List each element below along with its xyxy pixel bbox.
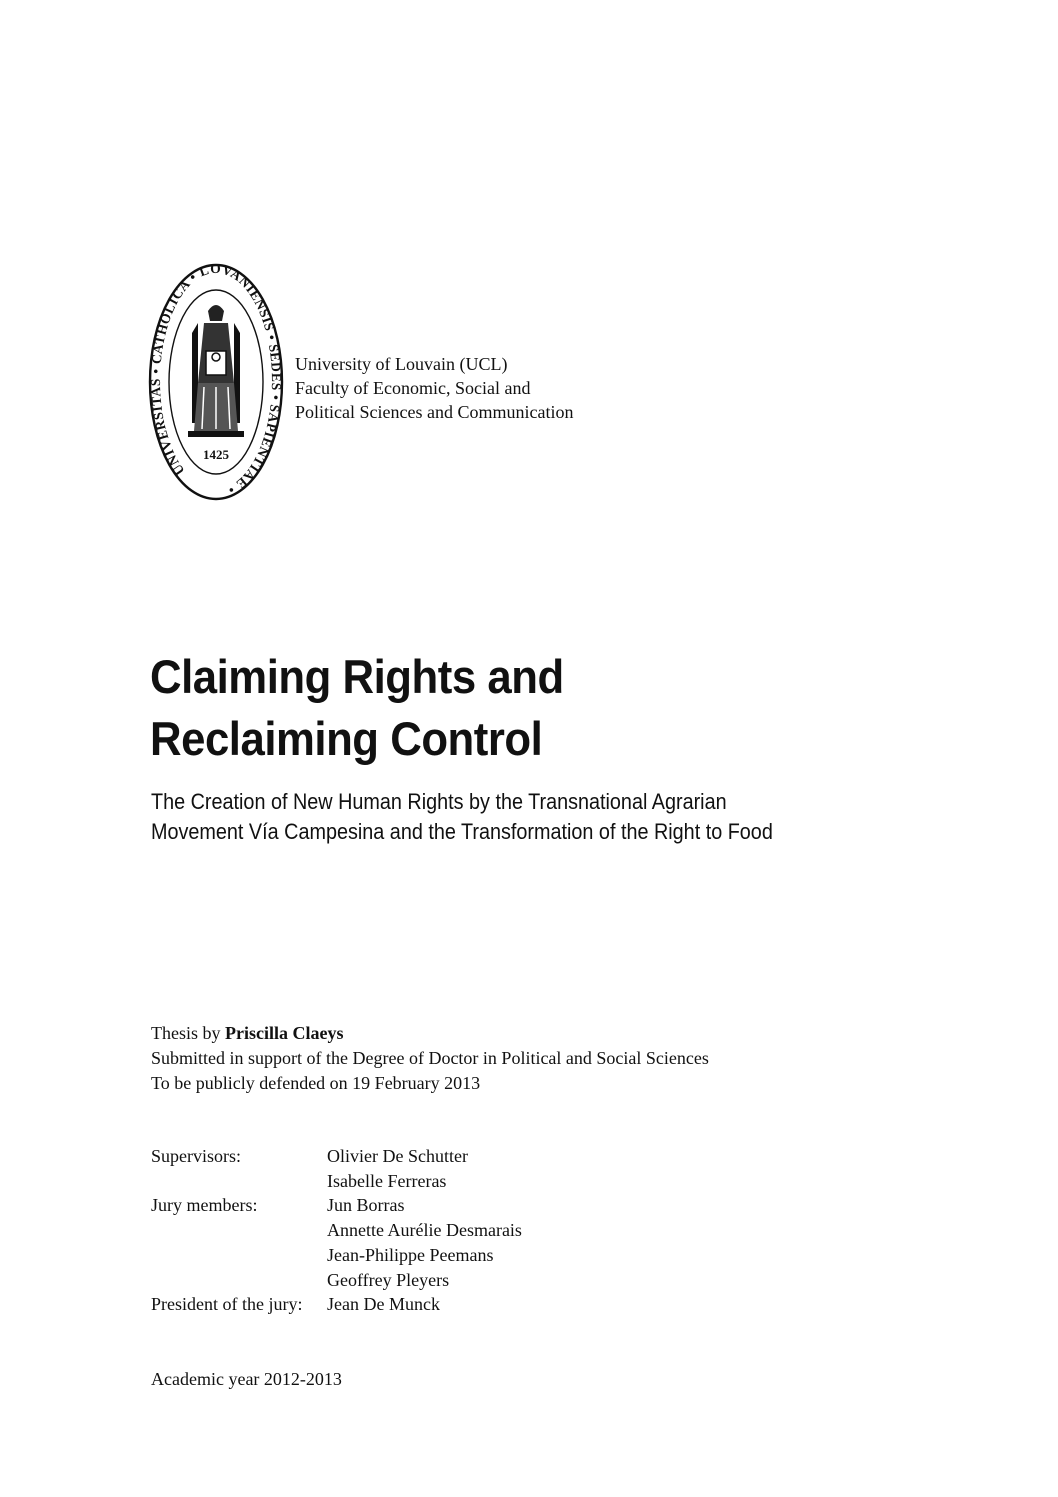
submitted-line: Submitted in support of the Degree of Doctor in Political and Social Sciences — [151, 1048, 709, 1068]
committee-row — [151, 1243, 522, 1268]
committee-row — [151, 1144, 522, 1169]
committee-row — [151, 1193, 522, 1218]
committee-row — [151, 1292, 522, 1317]
committee-role: Supervisors: — [151, 1146, 241, 1166]
thesis-subtitle — [151, 787, 773, 847]
title-line-2: Reclaiming Control — [150, 712, 543, 765]
committee-role: Jury members: — [151, 1195, 258, 1216]
academic-year: Academic year 2012-2013 — [151, 1369, 342, 1389]
thesis-title — [150, 646, 564, 770]
committee-member: Jean-Philippe Peemans — [327, 1244, 494, 1265]
thesis-info — [151, 1021, 709, 1096]
committee-list — [151, 1144, 522, 1317]
committee-member: Olivier De Schutter — [327, 1146, 468, 1166]
author-name: Priscilla Claeys — [225, 1023, 344, 1043]
faculty-line-1: Faculty of Economic, Social and — [295, 378, 531, 398]
institution-block — [295, 352, 573, 424]
committee-role — [151, 1268, 327, 1293]
svg-text:UNIVERSITAS • CATHOLICA • LOVA: UNIVERSITAS • CATHOLICA • LOVANIENSIS • SEDES • SAPIENTIAE • — [148, 263, 284, 498]
committee-role: President of the jury: — [151, 1294, 303, 1315]
defense-line: To be publicly defended on 19 February 2013 — [151, 1073, 481, 1093]
committee-row — [151, 1218, 522, 1243]
committee-member: Jun Borras — [327, 1195, 405, 1216]
committee-member: Jean De Munck — [327, 1294, 440, 1315]
committee-member: Isabelle Ferreras — [327, 1170, 447, 1191]
committee-row — [151, 1268, 522, 1293]
title-line-1: Claiming Rights and — [150, 650, 564, 703]
committee-member: Geoffrey Pleyers — [327, 1269, 450, 1290]
university-name: University of Louvain (UCL) — [295, 354, 508, 374]
faculty-line-2: Political Sciences and Communication — [295, 402, 574, 422]
committee-role — [151, 1243, 327, 1268]
author-prefix: Thesis by — [151, 1023, 221, 1043]
committee-member: Annette Aurélie Desmarais — [327, 1220, 522, 1241]
committee-row — [151, 1169, 522, 1194]
subtitle-line-1: The Creation of New Human Rights by the Transnational Agrarian — [151, 789, 727, 814]
author-line — [151, 1021, 709, 1046]
committee-role — [151, 1169, 327, 1194]
university-seal-logo — [148, 263, 284, 501]
subtitle-line-2: Movement Vía Campesina and the Transformation of the Right to Food — [151, 819, 773, 844]
seal-year: 1425 — [203, 447, 229, 462]
committee-role — [151, 1218, 327, 1243]
